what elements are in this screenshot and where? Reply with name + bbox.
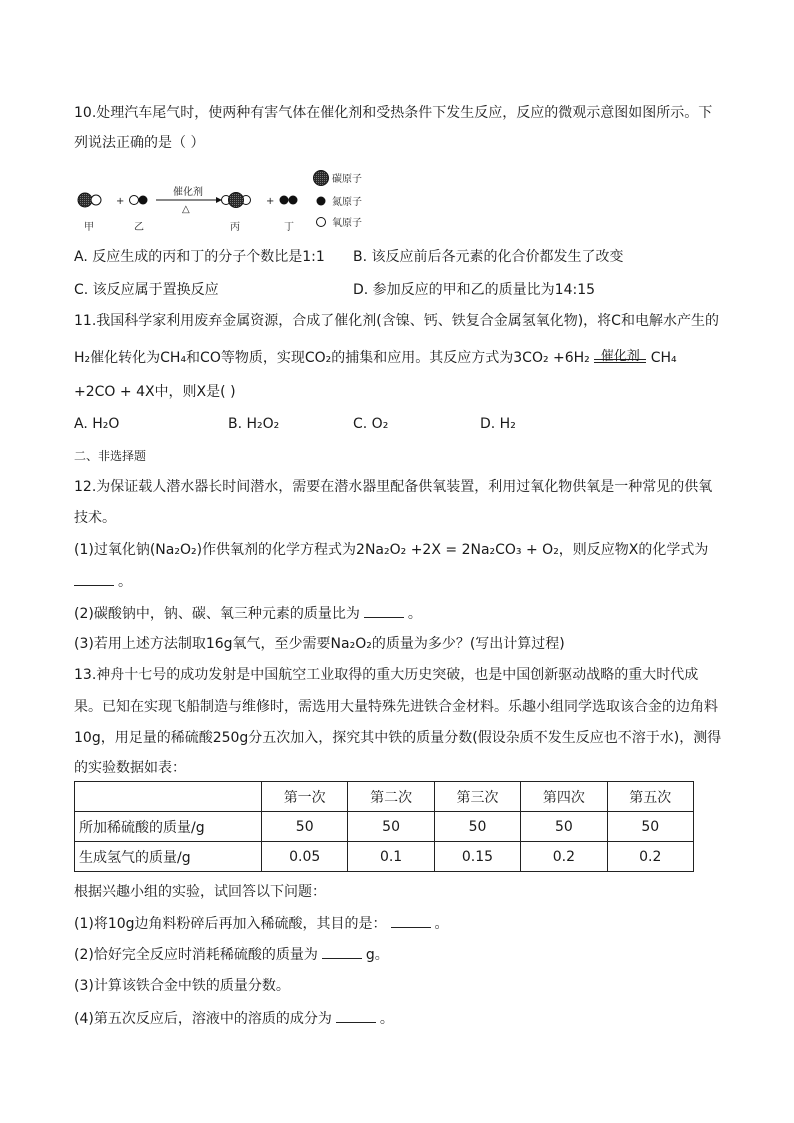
table-cell: 0.05 [262,842,348,872]
q12-part2: (2)碳酸钠中，钠、碳、氧三种元素的质量比为 。 [74,606,422,622]
table-row [75,812,694,842]
q10-option-b: B. 该反应前后各元素的化合价都发生了改变 [353,249,624,265]
q11-equation-left: H₂催化转化为CH₄和CO等物质，实现CO₂的捕集和应用。其反应方式为3CO₂ +6H₂ [74,350,595,366]
q13-stem-line4: 的实验数据如表： [74,760,186,776]
table-header-cell: 第四次 [521,782,607,812]
table-cell: 50 [607,812,693,842]
molecule-ding [280,196,298,205]
answer-blank[interactable] [74,573,114,586]
q12-stem-line2: 技术。 [74,510,116,526]
answer-blank[interactable] [322,946,362,959]
label-yi: 乙 [134,222,144,233]
experiment-data-table [74,781,694,872]
table-cell: 50 [434,812,520,842]
table-header-cell: 第三次 [434,782,520,812]
table-cell: 生成氢气的质量/g [75,842,262,872]
q13-stem-line1: 13.神舟十七号的成功发射是中国航空工业取得的重大历史突破，也是中国创新驱动战略的重大时代成 [74,667,699,683]
molecule-yi [130,196,148,205]
q12-part3: (3)若用上述方法制取16g氧气，至少需要Na₂O₂的质量为多少？(写出计算过程) [74,636,565,652]
q10-option-d: D. 参加反应的甲和乙的质量比为14:15 [353,282,596,298]
molecule-bing [222,193,251,208]
label-ding: 丁 [284,222,294,233]
q13-part2: (2)恰好完全反应时消耗稀硫酸的质量为 g。 [74,947,389,963]
q13-stem-line3: 10g，用足量的稀硫酸250g分五次加入，探究其中铁的质量分数(假设杂质不发生反应也不溶于水)，测得 [74,730,722,746]
table-cell: 0.2 [607,842,693,872]
table-cell: 0.2 [521,842,607,872]
q11-stem-line3: +2CO + 4X中，则X是( ) [74,384,236,400]
legend [314,171,363,230]
q10-stem-line2: 列说法正确的是（ ） [74,135,205,151]
table-cell: 0.15 [434,842,520,872]
answer-blank[interactable] [364,605,404,618]
table-header-cell: 第五次 [607,782,693,812]
table-header-row [75,782,694,812]
plus-sign-2: + [266,196,275,207]
legend-nitrogen: 氮原子 [332,197,362,208]
q10-option-a: A. 反应生成的丙和丁的分子个数比是1:1 [74,249,325,265]
q13-intro: 根据兴趣小组的实验，试回答以下问题： [74,884,326,900]
table-row [75,842,694,872]
q12-stem-line1: 12.为保证载人潜水器长时间潜水，需要在潜水器里配备供氧装置，利用过氧化物供氧是一种常见的供氧 [74,479,713,495]
q11-stem-line1: 11.我国科学家利用废弃金属资源，合成了催化剂(含镍、钙、铁复合金属氢氧化物)，将C和电解水产生的 [74,313,719,329]
molecule-jia [78,193,101,207]
q11-option-a: A. H₂O [74,416,120,432]
table-cell: 所加稀硫酸的质量/g [75,812,262,842]
q10-stem-line1: 10.处理汽车尾气时，使两种有害气体在催化剂和受热条件下发生反应，反应的微观示意图如图所示。下 [74,105,713,121]
plus-sign-1: + [116,196,125,207]
table-cell: 50 [348,812,434,842]
table-cell: 0.1 [348,842,434,872]
q11-option-c: C. O₂ [353,416,389,432]
answer-blank[interactable] [391,915,431,928]
q13-part4: (4)第五次反应后，溶液中的溶质的成分为 。 [74,1011,394,1027]
q11-equation-right: CH₄ [650,350,677,366]
section-heading: 二、非选择题 [74,449,147,463]
q10-option-c: C. 该反应属于置换反应 [74,282,219,298]
q11-stem-line2 [74,348,677,368]
table-cell: 50 [521,812,607,842]
legend-oxygen: 氧原子 [332,218,362,229]
q11-catalyst-label: 催化剂 [600,349,640,364]
q12-part1-answer: 。 [74,572,132,592]
q12-part1: (1)过氧化钠(Na₂O₂)作供氧剂的化学方程式为2Na₂O₂ +2X = 2Na₂CO₃ + O₂，则反应物X的化学式为 [74,542,709,558]
label-jia: 甲 [84,222,94,233]
table-header-cell: 第一次 [262,782,348,812]
label-bing: 丙 [230,222,240,233]
q13-part3: (3)计算该铁合金中铁的质量分数。 [74,978,290,994]
heat-symbol: △ [182,204,190,215]
q11-option-b: B. H₂O₂ [228,416,280,432]
table-cell: 50 [262,812,348,842]
legend-carbon: 碳原子 [332,174,362,185]
table-header-cell: 第二次 [348,782,434,812]
catalyst-label: 催化剂 [173,187,203,198]
answer-blank[interactable] [336,1010,376,1023]
q13-part1: (1)将10g边角料粉碎后再加入稀硫酸，其目的是： 。 [74,916,449,932]
q13-stem-line2: 果。已知在实现飞船制造与维修时，需选用大量特殊先进铁合金材料。乐趣小组同学选取该合金的边角料 [74,699,718,715]
table-header-cell [75,782,262,812]
q11-catalyst-arrow [594,349,646,368]
q11-option-d: D. H₂ [480,416,516,432]
reaction-diagram [70,164,380,236]
